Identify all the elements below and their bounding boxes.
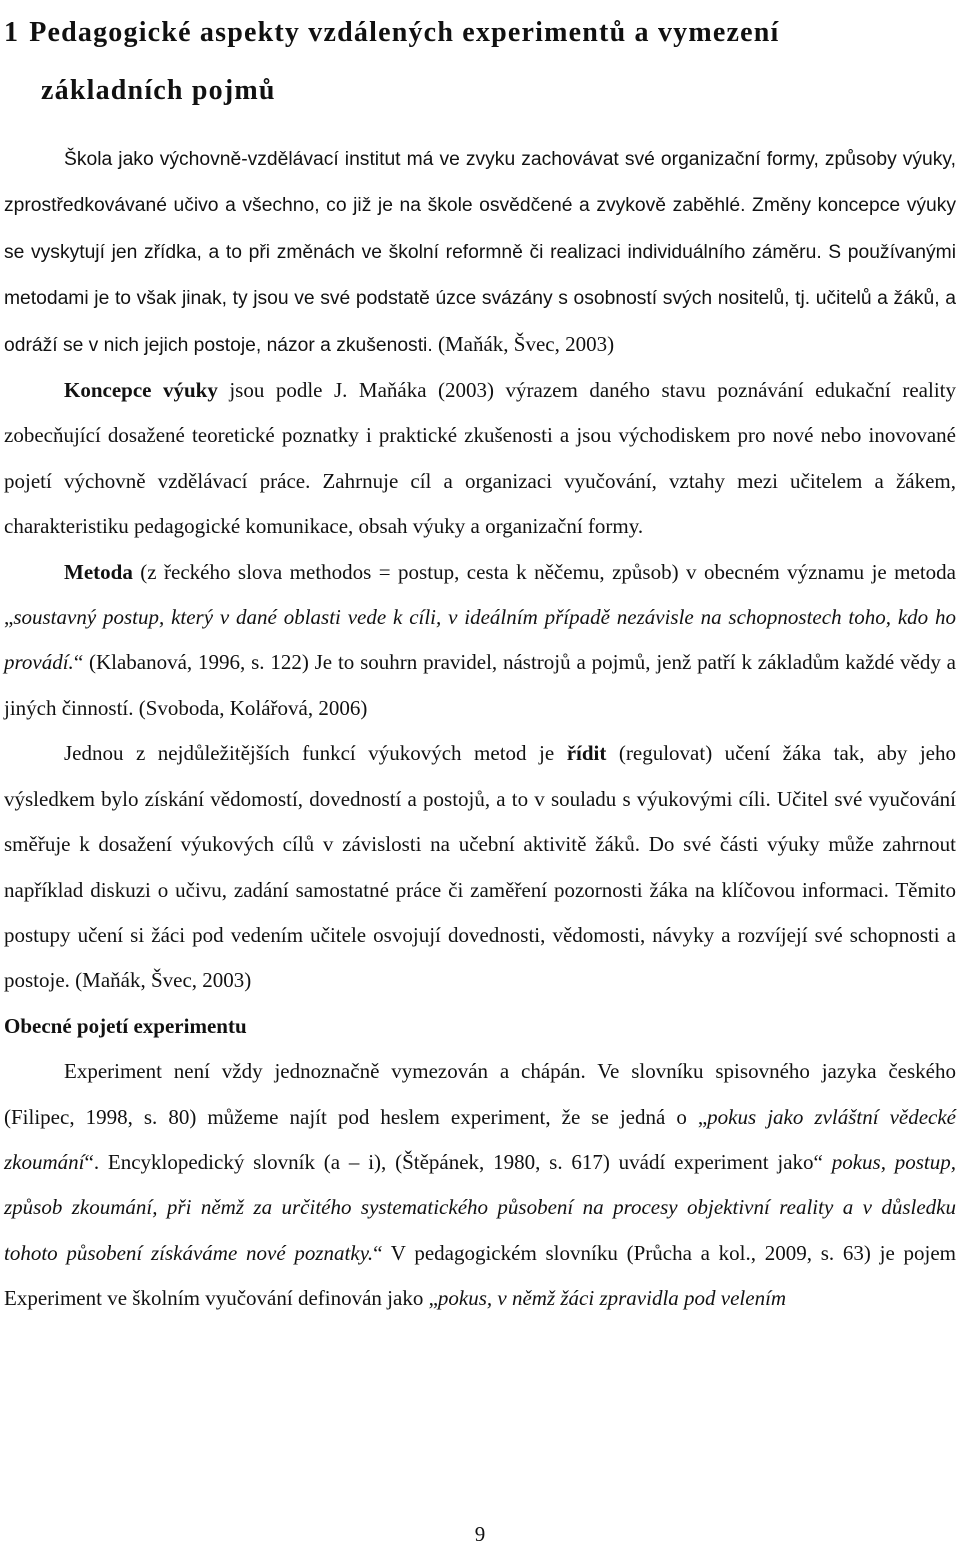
paragraph-school-methods (4, 136, 956, 368)
document-page (4, 0, 956, 1561)
paragraph-text: (regulovat) učení žáka tak, aby jeho výsledkem bylo získání vědomostí, dovedností a postojů, a to v souladu s výukovými cíli. Učitel své vyučování směřuje k dosažení výukových cílů v závislosti na učební aktivitě žáků. Do své části výuky může zahrnout například diskuzi o učivu, zadání samostatné práce či zaměření pozornosti žáka na klíčovou informaci. Těmito postupy učení si žáci pod vedením učitele osvojují dovednosti, vědomosti, návyky a rozvíjejí své schopnosti a postoje. (Maňák, Švec, 2003) (4, 741, 956, 993)
citation: (Maňák, Švec, 2003) (437, 331, 615, 356)
paragraph-text: “. Encyklopedický slovník (a – i), (Štěpánek, 1980, s. 617) uvádí experiment jako“ (84, 1149, 823, 1174)
term-bold: Metoda (64, 559, 133, 584)
chapter-heading (4, 0, 956, 120)
term-bold: řídit (566, 741, 607, 766)
chapter-title-line1: Pedagogické aspekty vzdálených experimentů a vymezení (29, 17, 780, 48)
section-subheading: Obecné pojetí experimentu (4, 1013, 247, 1038)
italic-quote: pokus jako zvláštní vědecké zkoumání (4, 1104, 956, 1174)
paragraph-text: “ V pedagogickém slovníku (Průcha a kol., 2009, s. 63) je pojem Experiment ve školním vyučování definován jako „ (4, 1240, 956, 1311)
chapter-title-line2: základních pojmů (41, 75, 276, 106)
paragraph-text: Jednou z nejdůležitějších funkcí výukových metod je (64, 741, 555, 766)
italic-quote: pokus, v němž žáci zpravidla pod velením (437, 1286, 787, 1311)
italic-quote: soustavný postup, který v dané oblasti vede k cíli, v ideálním případě nezávisle na schopnostech toho, kdo ho provádí. (4, 605, 956, 675)
page-number: 9 (474, 1522, 486, 1546)
chapter-number: 1 (4, 17, 20, 48)
paragraph-text: Experiment není vždy jednoznačně vymezován a chápán. Ve slovníku spisovného jazyka českého (Filipec, 1998, s. 80) můžeme najít pod heslem experiment, že se jedná o „ (4, 1059, 956, 1129)
paragraph-text: “ (Klabanová, 1996, s. 122) Je to souhrn pravidel, nástrojů a pojmů, jenž patří k základům každé vědy a jiných činností. (Svoboda, Kolářová, 2006) (4, 650, 956, 720)
paragraph-text: (z řeckého slova methodos = postup, cesta k něčemu, způsob) v obecném významu je metoda „ (4, 559, 956, 630)
paragraph-method-functions (4, 731, 956, 1003)
paragraph-text: jsou podle J. Maňáka (2003) výrazem daného stavu poznávání edukační reality zobecňující dosažené teoretické poznatky i praktické zkušenosti a jsou východiskem pro nové nebo inovované pojetí výchovně vzdělávací práce. Zahrnuje cíl a organizaci vyučování, vztahy mezi učitelem a žákem, charakteristiku pedagogické komunikace, obsah výuky a organizační formy. (4, 378, 957, 539)
paragraph-text: S používanými metodami je to však jinak, ty jsou ve své podstatě úzce svázány s osobností svých nositelů, tj. učitelů a žáků, a odráží se v nich jejich postoje, názor a zkušenosti. (4, 241, 956, 356)
paragraph-experiment-definition (4, 1049, 956, 1321)
italic-quote: pokus, postup, způsob zkoumání, při němž za určitého systematického působení na procesy objektivní reality a v důsledku tohoto působení získáváme nové poznatky. (4, 1149, 957, 1265)
paragraph-text: Škola jako výchovně-vzdělávací institut má ve zvyku zachovávat své organizační formy, způsoby výuky, zprostředkovávané učivo a všechno, co již je na škole osvědčené a zvykově zaběhlé. Změny koncepce výuky se vyskytují jen zřídka, a to při změnách ve školní reformně či realizaci individuálního záměru. (4, 149, 956, 263)
paragraph-method-definition (4, 550, 956, 732)
term-bold: Koncepce výuky (64, 378, 218, 403)
paragraph-teaching-concepts (4, 368, 956, 550)
